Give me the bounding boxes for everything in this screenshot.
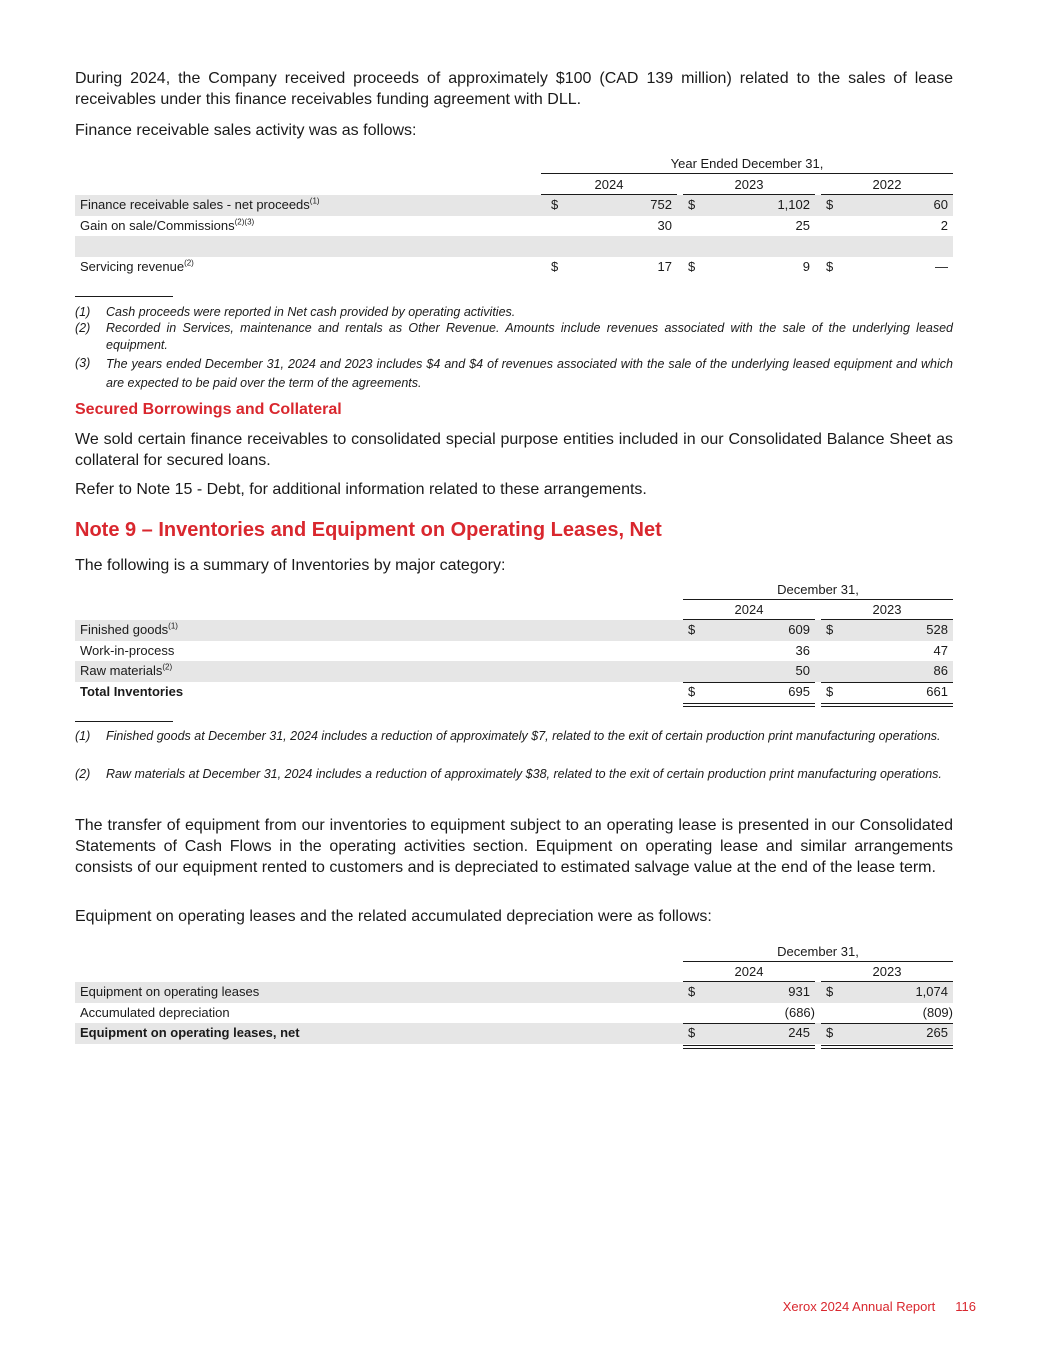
footnote-number: (1) (75, 729, 91, 743)
row-label: Total Inventories (80, 683, 184, 699)
row-label: Finance receivable sales - net proceeds (80, 197, 310, 212)
cell-value: 245 (788, 1025, 810, 1040)
footnote (75, 728, 953, 745)
currency: $ (688, 683, 696, 699)
cell-value: 60 (933, 197, 948, 212)
year-header: 2023 (821, 600, 953, 620)
table-row-spacer (75, 236, 953, 257)
period-header: December 31, (683, 942, 953, 962)
page-number: 116 (955, 1299, 976, 1314)
row-label: Equipment on operating leases, net (80, 1025, 300, 1040)
cell-value: 265 (926, 1025, 948, 1040)
section-heading: Secured Borrowings and Collateral (75, 401, 342, 418)
paragraph: We sold certain finance receivables to consolidated special purpose entities included in our Consolidated Balance Sheet as collateral for secured loans. (75, 431, 953, 469)
footnote (75, 766, 953, 783)
footnote-ref: (1) (309, 196, 320, 206)
cell-value: 86 (933, 663, 948, 678)
intro-paragraph: During 2024, the Company received proceeds of approximately $100 (CAD 139 million) related to the sales of lease receivables under this finance receivables funding agreement with DLL. (75, 70, 953, 108)
footnote-divider (75, 721, 173, 722)
currency: $ (826, 197, 834, 212)
finance-receivable-sales-table (75, 154, 953, 279)
currency: $ (826, 622, 834, 637)
footnote-text: Raw materials at December 31, 2024 includes a reduction of approximately $38, related to the exit of certain production print manufacturing operations. (106, 767, 942, 781)
paragraph: Equipment on operating leases and the related accumulated depreciation were as follows: (75, 908, 712, 925)
period-header: Year Ended December 31, (541, 154, 953, 174)
paragraph: The following is a summary of Inventories by major category: (75, 557, 506, 574)
table-row (75, 257, 953, 278)
currency: $ (826, 258, 834, 274)
footnote-text: Finished goods at December 31, 2024 includes a reduction of approximately $7, related to the exit of certain production print manufacturing operations. (106, 729, 941, 743)
footnote-divider (75, 296, 173, 297)
note-heading: Note 9 – Inventories and Equipment on Operating Leases, Net (75, 519, 662, 541)
cell-value: 2 (940, 217, 948, 233)
cell-value: 931 (788, 984, 810, 999)
footnote-text: Cash proceeds were reported in Net cash provided by operating activities. (106, 305, 516, 319)
footnote-ref: (2)(3) (234, 217, 255, 227)
paragraph: Refer to Note 15 - Debt, for additional information related to these arrangements. (75, 481, 647, 498)
paragraph: The transfer of equipment from our inventories to equipment subject to an operating lease is presented in our Consolidated Statements of Cash Flows in the operating activities section. Equipment on operating lease and similar arrangements consists of our equipment rented to customers and is depreciated to estimated salvage value at the end of the lease term. (75, 817, 953, 876)
currency: $ (688, 197, 696, 212)
footnote-number: (3) (75, 356, 91, 370)
footnote-ref: (1) (168, 621, 178, 631)
currency: $ (826, 1025, 834, 1040)
operating-leases-table (75, 942, 953, 1052)
cell-value: 609 (788, 622, 810, 637)
currency: $ (826, 683, 834, 699)
table-row (75, 641, 953, 662)
page-footer (783, 1299, 976, 1314)
table-row (75, 982, 953, 1003)
year-header: 2023 (821, 962, 953, 982)
currency: $ (551, 197, 559, 212)
footnote-ref: (2) (162, 662, 173, 672)
cell-value: 695 (788, 683, 810, 699)
cell-value: 661 (926, 683, 948, 699)
cell-value: 1,074 (915, 984, 948, 999)
footnote-text: The years ended December 31, 2024 and 2023 includes $4 and $4 of revenues associated with the sale of the underlying leased equipment and which are expected to be paid over the term of the agreements. (106, 357, 953, 390)
cell-value: 528 (926, 622, 948, 637)
table-total-row (75, 682, 953, 703)
cell-value: — (935, 258, 948, 274)
footnote-ref: (2) (184, 258, 194, 268)
footnote (75, 320, 953, 354)
report-title: Xerox 2024 Annual Report (782, 1299, 936, 1314)
cell-value: 36 (795, 642, 810, 658)
intro-lead: Finance receivable sales activity was as follows: (75, 122, 417, 139)
cell-value: 47 (933, 642, 948, 658)
row-label: Accumulated depreciation (80, 1004, 230, 1020)
currency: $ (688, 1025, 696, 1040)
table-row (75, 216, 953, 237)
period-header: December 31, (683, 580, 953, 600)
footnote-number: (1) (75, 305, 91, 319)
year-header: 2024 (683, 962, 815, 982)
cell-value: 9 (802, 258, 810, 274)
cell-value: 25 (795, 217, 810, 233)
table-row (75, 661, 953, 682)
cell-value: 752 (650, 197, 672, 212)
table-row (75, 620, 953, 641)
row-label: Gain on sale/Commissions (80, 217, 235, 233)
year-header: 2024 (541, 175, 677, 195)
year-header: 2024 (683, 600, 815, 620)
currency: $ (688, 258, 696, 274)
row-label: Equipment on operating leases (80, 984, 260, 999)
currency: $ (551, 258, 559, 274)
cell-value: 50 (795, 663, 810, 678)
currency: $ (826, 984, 834, 999)
row-label: Work-in-process (80, 642, 175, 658)
footnote-number: (2) (75, 767, 91, 781)
table-row (75, 195, 953, 216)
year-header: 2022 (821, 175, 953, 195)
year-header: 2023 (683, 175, 815, 195)
inventories-table (75, 580, 953, 705)
cell-value: (809) (922, 1004, 953, 1020)
row-label: Finished goods (80, 622, 169, 637)
row-label: Raw materials (80, 663, 163, 678)
footnote (75, 355, 953, 393)
footnote-text: Recorded in Services, maintenance and rentals as Other Revenue. Amounts include revenues associated with the sale of the underlying leased equipment. (106, 321, 953, 352)
cell-value: 30 (657, 217, 672, 233)
cell-value: (686) (784, 1004, 815, 1020)
footnote (75, 304, 953, 321)
table-row (75, 1003, 953, 1024)
footnote-number: (2) (75, 321, 91, 335)
currency: $ (688, 984, 696, 999)
currency: $ (688, 622, 696, 637)
cell-value: 17 (657, 258, 672, 274)
cell-value: 1,102 (777, 197, 810, 212)
row-label: Servicing revenue (80, 258, 185, 274)
table-total-row (75, 1023, 953, 1044)
